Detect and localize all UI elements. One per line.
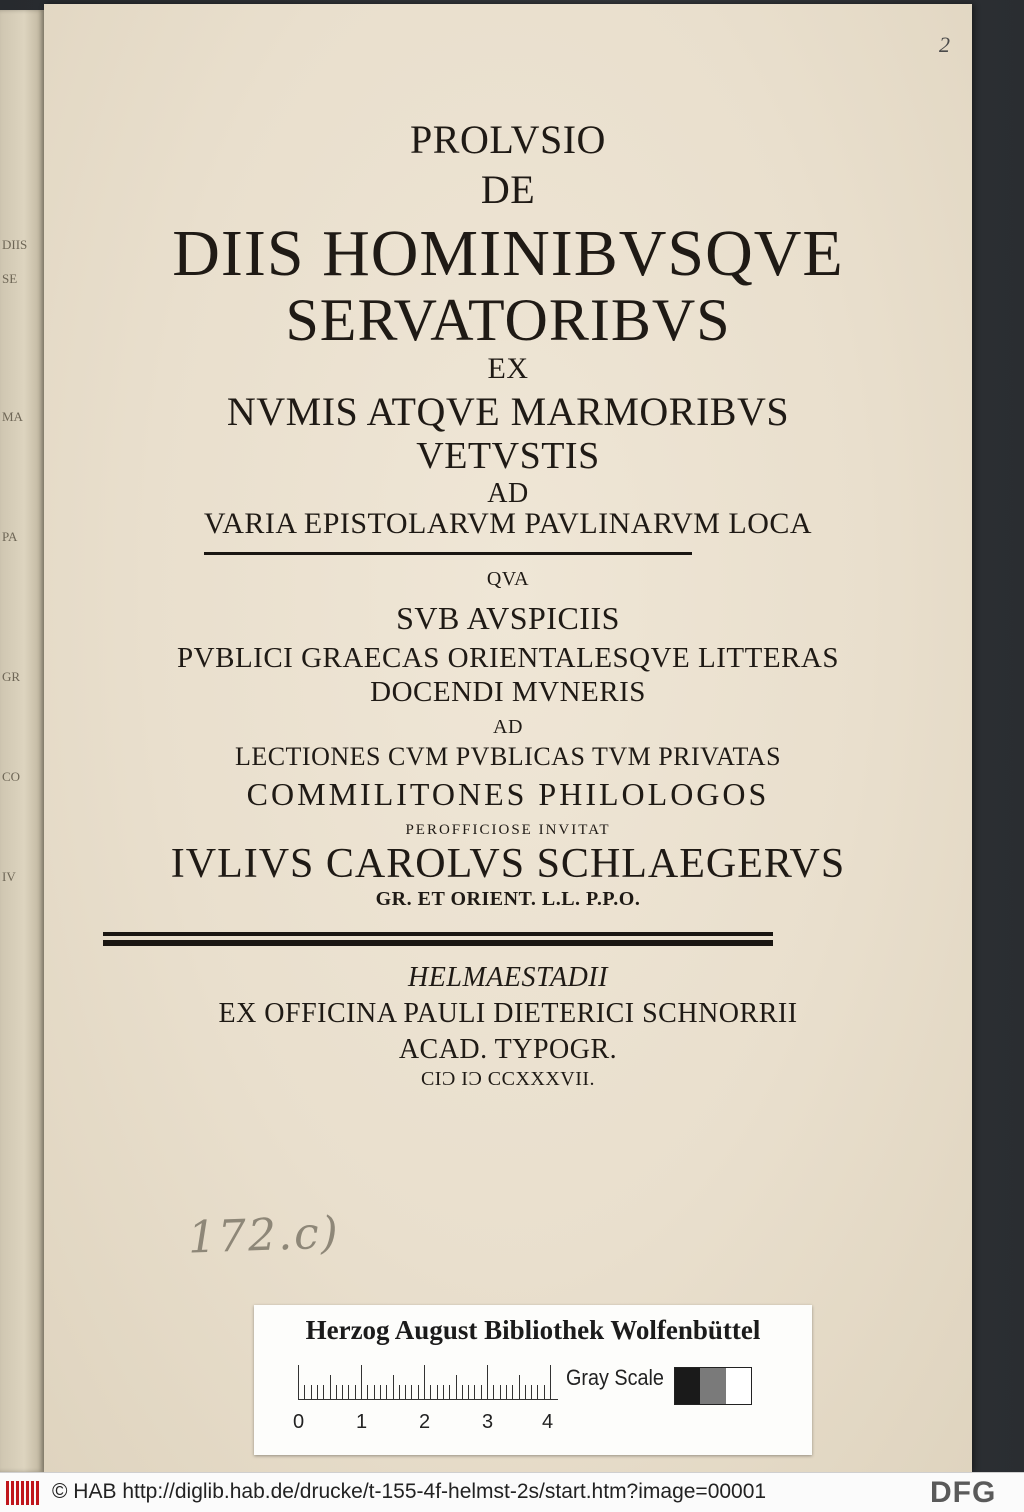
- ruler-tick: [462, 1385, 463, 1399]
- title-line: AD: [487, 478, 529, 509]
- imprint-date: CIϽ IϽ CCXXXVII.: [420, 1068, 596, 1090]
- ruler-tick: [361, 1365, 362, 1399]
- imprint-line: HELMAESTADII: [408, 962, 608, 993]
- body-line: PVBLICI GRAECAS ORIENTALESQVE LITTERAS: [177, 642, 839, 674]
- ruler-tick: [323, 1385, 324, 1399]
- ruler-tick: [348, 1385, 349, 1399]
- ruler-number: 2: [419, 1411, 431, 1433]
- ruler-tick: [506, 1385, 507, 1399]
- ruler-tick: [374, 1385, 375, 1399]
- ruler-tick: [468, 1385, 469, 1399]
- title-page: [44, 4, 972, 1472]
- hab-logo-icon[interactable]: [6, 1481, 40, 1505]
- ruler-number: 3: [482, 1411, 494, 1433]
- bleed-text: PA: [2, 530, 18, 544]
- ruler-tick: [411, 1385, 412, 1399]
- ruler-number: 1: [356, 1411, 368, 1433]
- title-line: VETVSTIS: [416, 435, 600, 477]
- divider-rule: [204, 552, 692, 555]
- bleed-text: GR: [2, 670, 21, 684]
- ruler-tick: [355, 1385, 356, 1399]
- ruler-tick: [525, 1385, 526, 1399]
- ruler-tick: [474, 1385, 475, 1399]
- body-line: SVB AVSPICIIS: [396, 600, 620, 636]
- gray-scale-swatches: [674, 1367, 752, 1405]
- ruler-tick: [304, 1385, 305, 1399]
- bleed-text: DIIS: [2, 238, 28, 252]
- imprint-line: EX OFFICINA PAULI DIETERICI SCHNORRII: [218, 998, 798, 1029]
- ruler-tick: [437, 1385, 438, 1399]
- ruler-tick: [399, 1385, 400, 1399]
- ruler-tick: [311, 1385, 312, 1399]
- ruler-tick: [393, 1375, 394, 1399]
- ruler-tick: [512, 1385, 513, 1399]
- title-line: PROLVSIO: [410, 117, 606, 162]
- ruler-tick: [500, 1385, 501, 1399]
- bleed-text: SE: [2, 272, 18, 286]
- ruler-tick: [380, 1385, 381, 1399]
- ruler-tick: [405, 1385, 406, 1399]
- ruler-tick: [493, 1385, 494, 1399]
- handwritten-shelfmark: 172.c): [187, 1207, 341, 1264]
- title-line: DE: [480, 167, 536, 212]
- double-rule-bottom: [103, 940, 773, 946]
- ruler-number: 4: [542, 1411, 554, 1433]
- swatch-black: [675, 1368, 700, 1404]
- ruler-tick: [481, 1385, 482, 1399]
- body-line: GR. ET ORIENT. L.L. P.P.O.: [375, 888, 641, 910]
- bleed-text: IV: [2, 870, 16, 884]
- ruler-tick: [550, 1365, 551, 1399]
- title-line: NVMIS ATQVE MARMORIBVS: [226, 389, 790, 434]
- body-line: COMMILITONES PHILOLOGOS: [246, 776, 770, 812]
- body-line: LECTIONES CVM PVBLICAS TVM PRIVATAS: [234, 742, 782, 771]
- bleed-text: CO: [2, 770, 21, 784]
- ruler-number: 0: [293, 1411, 305, 1433]
- body-line: PEROFFICIOSE INVITAT: [405, 822, 611, 838]
- ruler-tick: [418, 1385, 419, 1399]
- body-line: AD: [493, 716, 523, 738]
- ruler-tick: [317, 1385, 318, 1399]
- imprint-line: ACAD. TYPOGR.: [398, 1034, 618, 1065]
- ruler-tick: [531, 1385, 532, 1399]
- ruler-tick: [424, 1365, 425, 1399]
- double-rule-top: [103, 932, 773, 936]
- ruler-tick: [544, 1385, 545, 1399]
- body-line: QVA: [486, 568, 530, 590]
- footer-bar: [0, 1472, 1024, 1512]
- ruler-tick: [336, 1385, 337, 1399]
- ruler-tick: [298, 1365, 299, 1399]
- swatch-white: [726, 1368, 751, 1404]
- title-line: SERVATORIBVS: [285, 287, 731, 353]
- library-name: Herzog August Bibliothek Wolfenbüttel: [305, 1315, 761, 1345]
- ruler-tick: [330, 1375, 331, 1399]
- measurement-ruler: [298, 1365, 558, 1400]
- source-url-link[interactable]: © HAB http://diglib.hab.de/drucke/t-155-4f-helmst-2s/start.htm?image=00001: [52, 1480, 767, 1503]
- previous-page-edge: [0, 10, 44, 1472]
- dfg-logo[interactable]: DFG: [930, 1476, 997, 1509]
- library-color-card: [254, 1305, 812, 1455]
- author-line: IVLIVS CAROLVS SCHLAEGERVS: [170, 841, 846, 887]
- ruler-tick: [456, 1375, 457, 1399]
- title-line: EX: [487, 352, 529, 385]
- ruler-tick: [449, 1385, 450, 1399]
- bleed-text: MA: [2, 410, 23, 424]
- title-line: DIIS HOMINIBVSQVE: [172, 217, 844, 290]
- ruler-tick: [386, 1385, 387, 1399]
- ruler-tick: [430, 1385, 431, 1399]
- body-line: DOCENDI MVNERIS: [370, 676, 646, 708]
- gray-scale-label: Gray Scale: [566, 1365, 664, 1390]
- folio-mark: 2: [939, 32, 950, 57]
- ruler-tick: [537, 1385, 538, 1399]
- title-line: VARIA EPISTOLARVM PAVLINARVM LOCA: [203, 507, 813, 540]
- ruler-tick: [519, 1375, 520, 1399]
- ruler-tick: [487, 1365, 488, 1399]
- swatch-gray: [700, 1368, 725, 1404]
- ruler-tick: [367, 1385, 368, 1399]
- ruler-tick: [443, 1385, 444, 1399]
- ruler-tick: [342, 1385, 343, 1399]
